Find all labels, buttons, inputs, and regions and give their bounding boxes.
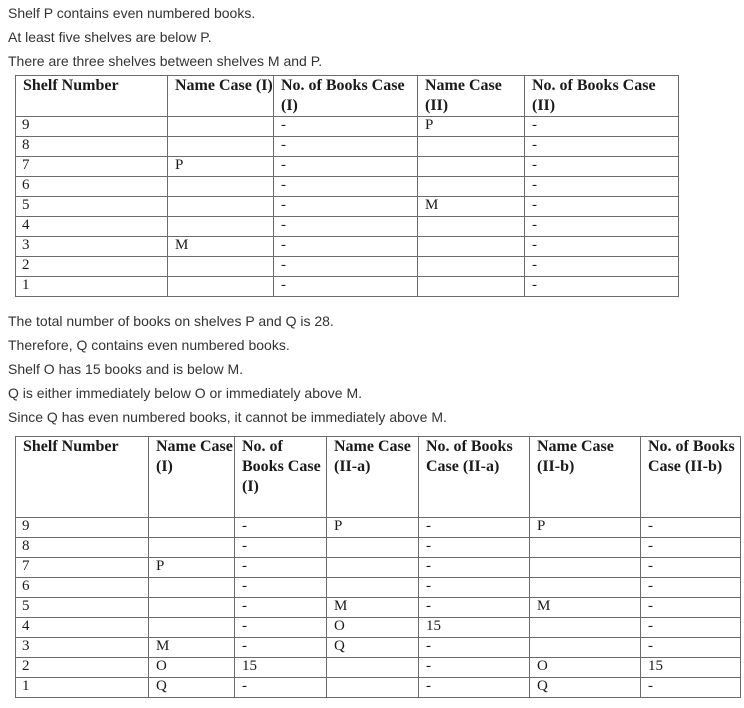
middle-line-5: Since Q has even numbered books, it cannot be immediately above M. [8, 409, 447, 425]
table-cell: Q [327, 638, 419, 658]
table-row [16, 157, 679, 177]
table-cell: - [419, 558, 530, 578]
shelf-number-cell: 8 [16, 137, 168, 157]
table-cell: P [149, 558, 235, 578]
table-cell: - [641, 678, 741, 698]
table-cell [149, 518, 235, 538]
shelf-number-cell: 7 [16, 558, 149, 578]
col-header-name-case-ii: Name Case (II) [418, 76, 525, 117]
table-cell [418, 277, 525, 297]
shelf-number-cell: 4 [16, 618, 149, 638]
col-header-name-case-i: Name Case (I) [168, 76, 274, 117]
table-row [16, 237, 679, 257]
table-cell: - [641, 538, 741, 558]
shelf-number-cell: 2 [16, 257, 168, 277]
shelf-number-cell: 5 [16, 598, 149, 618]
table-header-row [16, 437, 741, 518]
table-row [16, 618, 741, 638]
table-cell: P [327, 518, 419, 538]
shelf-number-cell: 6 [16, 578, 149, 598]
table-cell: M [149, 638, 235, 658]
table-cell: - [525, 197, 679, 217]
table-row [16, 518, 741, 538]
table-cell [168, 137, 274, 157]
table-cell [168, 197, 274, 217]
col-header-shelf-number: Shelf Number [16, 76, 168, 117]
table-cell: - [525, 117, 679, 137]
table-cell [418, 217, 525, 237]
table-cell: 15 [641, 658, 741, 678]
shelf-number-cell: 5 [16, 197, 168, 217]
col-header-books-case-i: No. of Books Case (I) [235, 437, 327, 518]
table-cell [530, 578, 641, 598]
intro-line-2: At least five shelves are below P. [8, 29, 212, 45]
table-cell [149, 598, 235, 618]
table-cell: - [235, 638, 327, 658]
table-cell: - [525, 277, 679, 297]
table-cell [149, 578, 235, 598]
table-row [16, 558, 741, 578]
table-cell: - [274, 257, 418, 277]
intro-line-3: There are three shelves between shelves M and P. [8, 53, 323, 69]
table-header-row [16, 76, 679, 117]
shelf-table-2-body [16, 518, 741, 698]
table-row [16, 117, 679, 137]
table-row [16, 538, 741, 558]
table-cell: P [168, 157, 274, 177]
table-cell: - [525, 217, 679, 237]
table-cell [418, 157, 525, 177]
middle-line-2: Therefore, Q contains even numbered books. [8, 337, 290, 353]
table-cell [149, 618, 235, 638]
table-cell: P [530, 518, 641, 538]
shelf-number-cell: 9 [16, 117, 168, 137]
col-header-books-case-ii-b: No. of Books Case (II-b) [641, 437, 741, 518]
col-header-books-case-i: No. of Books Case (I) [274, 76, 418, 117]
table-cell [327, 538, 419, 558]
table-cell: O [327, 618, 419, 638]
table-row [16, 137, 679, 157]
table-cell [168, 257, 274, 277]
table-cell: - [525, 137, 679, 157]
col-header-name-case-ii-b: Name Case (II-b) [530, 437, 641, 518]
shelf-table-1 [15, 75, 679, 297]
table-cell: - [235, 618, 327, 638]
table-cell: - [235, 578, 327, 598]
table-cell: - [641, 558, 741, 578]
shelf-number-cell: 8 [16, 538, 149, 558]
middle-line-3: Shelf O has 15 books and is below M. [8, 361, 244, 377]
table-cell [168, 217, 274, 237]
table-row [16, 257, 679, 277]
table-row [16, 578, 741, 598]
table-cell [530, 558, 641, 578]
table-cell: M [530, 598, 641, 618]
table-cell: - [419, 658, 530, 678]
col-header-shelf-number: Shelf Number [16, 437, 149, 518]
col-header-name-case-i: Name Case (I) [149, 437, 235, 518]
table-cell: - [419, 598, 530, 618]
table-cell: - [641, 598, 741, 618]
table-cell: 15 [235, 658, 327, 678]
table-row [16, 678, 741, 698]
table-cell: - [274, 137, 418, 157]
table-cell: - [641, 618, 741, 638]
table-cell: - [274, 177, 418, 197]
table-cell: - [274, 277, 418, 297]
table-cell: Q [149, 678, 235, 698]
table-cell: - [274, 217, 418, 237]
table-cell: - [419, 538, 530, 558]
table-cell: Q [530, 678, 641, 698]
table-cell: - [525, 257, 679, 277]
table-cell: - [641, 578, 741, 598]
shelf-number-cell: 6 [16, 177, 168, 197]
table-cell: - [235, 678, 327, 698]
table-cell: - [274, 197, 418, 217]
table-cell: M [418, 197, 525, 217]
shelf-table-2 [15, 436, 741, 698]
table-cell [530, 618, 641, 638]
table-cell: M [327, 598, 419, 618]
col-header-books-case-ii-a: No. of Books Case (II-a) [419, 437, 530, 518]
middle-line-1: The total number of books on shelves P and Q is 28. [8, 313, 334, 329]
table-row [16, 598, 741, 618]
table-cell: 15 [419, 618, 530, 638]
shelf-number-cell: 1 [16, 277, 168, 297]
table-cell: - [235, 518, 327, 538]
table-cell: O [149, 658, 235, 678]
table-row [16, 638, 741, 658]
table-row [16, 658, 741, 678]
table-cell: - [274, 237, 418, 257]
col-header-name-case-ii-a: Name Case (II-a) [327, 437, 419, 518]
table-cell: - [525, 177, 679, 197]
table-cell: - [419, 518, 530, 538]
shelf-number-cell: 7 [16, 157, 168, 177]
table-row [16, 177, 679, 197]
shelf-number-cell: 9 [16, 518, 149, 538]
table-cell [327, 678, 419, 698]
table-cell: - [641, 518, 741, 538]
table-cell [168, 117, 274, 137]
table-cell [327, 558, 419, 578]
table-cell [168, 277, 274, 297]
table-cell: O [530, 658, 641, 678]
table-cell: - [235, 538, 327, 558]
table-cell: - [525, 157, 679, 177]
table-row [16, 277, 679, 297]
table-cell: - [274, 117, 418, 137]
table-cell: - [274, 157, 418, 177]
table-cell: - [419, 638, 530, 658]
table-row [16, 217, 679, 237]
table-cell: - [419, 678, 530, 698]
table-cell [418, 177, 525, 197]
shelf-number-cell: 4 [16, 217, 168, 237]
shelf-number-cell: 3 [16, 237, 168, 257]
shelf-number-cell: 1 [16, 678, 149, 698]
table-cell: - [641, 638, 741, 658]
table-cell [149, 538, 235, 558]
shelf-table-1-body [16, 117, 679, 297]
col-header-books-case-ii: No. of Books Case (II) [525, 76, 679, 117]
table-cell: - [525, 237, 679, 257]
intro-line-1: Shelf P contains even numbered books. [8, 5, 256, 21]
table-cell [418, 137, 525, 157]
table-cell [327, 578, 419, 598]
table-cell [418, 237, 525, 257]
table-cell: M [168, 237, 274, 257]
shelf-number-cell: 2 [16, 658, 149, 678]
table-cell: - [235, 598, 327, 618]
table-cell [168, 177, 274, 197]
table-cell [418, 257, 525, 277]
table-row [16, 197, 679, 217]
table-cell: - [235, 558, 327, 578]
shelf-number-cell: 3 [16, 638, 149, 658]
middle-line-4: Q is either immediately below O or immediately above M. [8, 385, 363, 401]
table-cell [530, 538, 641, 558]
table-cell [327, 658, 419, 678]
table-cell: - [419, 578, 530, 598]
table-cell: P [418, 117, 525, 137]
table-cell [530, 638, 641, 658]
